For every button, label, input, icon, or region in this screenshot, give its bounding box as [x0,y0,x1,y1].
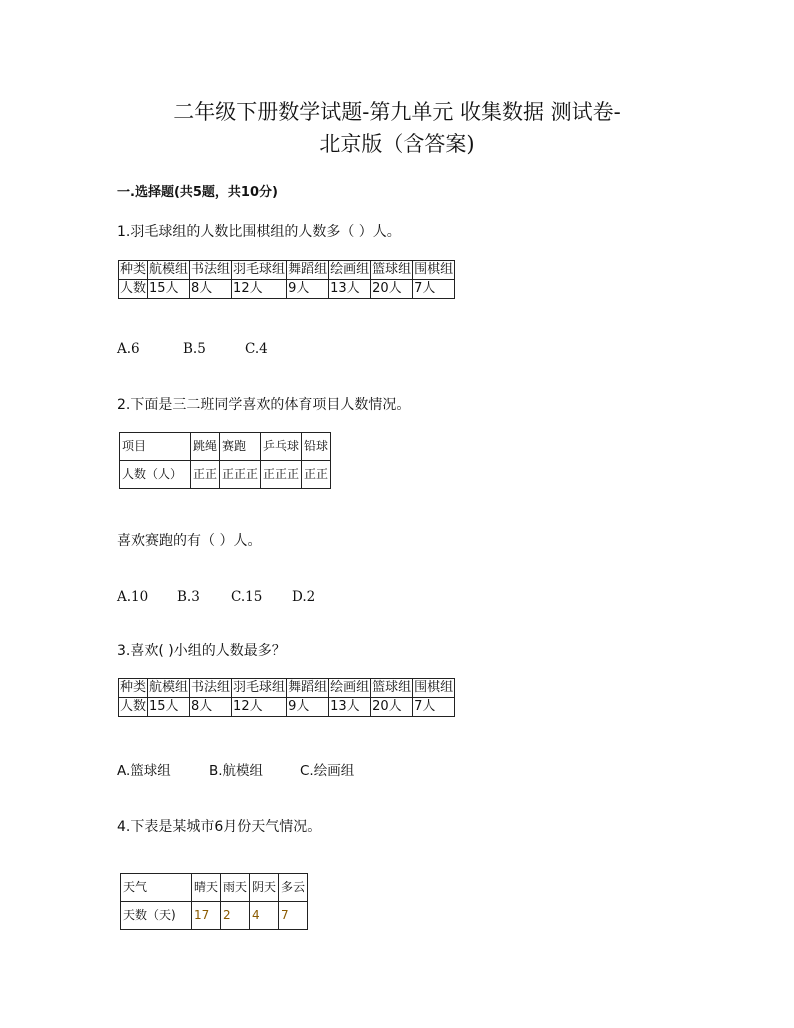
table-cell: 2 [221,902,250,930]
table-cell: 15人 [148,698,190,717]
table-cell: 15人 [148,280,190,299]
table-cell: 正正 [302,461,331,489]
table-header-row [121,874,308,902]
table-cell: 种类 [119,261,148,280]
table-cell: 绘画组 [329,679,371,698]
document-title-line1: 二年级下册数学试题-第九单元 收集数据 测试卷- [173,100,621,124]
question-1-options [117,341,268,357]
table-cell: 人数（人） [120,461,191,489]
option-b[interactable]: B.航模组 [209,763,264,779]
question-2-options [117,589,315,605]
table-cell: 12人 [232,280,287,299]
table-cell: 乒乓球 [261,433,302,461]
table-cell: 20人 [371,698,413,717]
option-a[interactable]: A.10 [117,589,149,605]
table-cell: 多云 [279,874,308,902]
question-2-text: 2.下面是三二班同学喜欢的体育项目人数情况。 [117,397,411,413]
table-cell: 围棋组 [413,679,455,698]
question-4-table [120,873,308,930]
table-cell: 17 [192,902,221,930]
table-cell: 航模组 [148,679,190,698]
table-row [121,902,308,930]
question-2-table [119,432,331,489]
table-cell: 绘画组 [329,261,371,280]
question-3-text: 3.喜欢( )小组的人数最多？ [117,643,286,659]
table-cell: 舞蹈组 [287,679,329,698]
table-cell: 铅球 [302,433,331,461]
question-1-table [118,260,455,299]
table-cell: 12人 [232,698,287,717]
option-a[interactable]: A.篮球组 [117,763,171,779]
table-cell: 篮球组 [371,679,413,698]
table-cell: 天气 [121,874,192,902]
table-cell: 羽毛球组 [232,261,287,280]
table-header-row [120,433,331,461]
table-header-row [119,679,455,698]
option-c[interactable]: C.4 [245,341,268,357]
option-b[interactable]: B.3 [177,589,200,605]
table-cell: 20人 [371,280,413,299]
document-title-line2: 北京版（含答案) [319,132,475,156]
table-cell: 人数 [119,280,148,299]
table-cell: 人数 [119,698,148,717]
table-cell: 正正 [191,461,220,489]
table-cell: 种类 [119,679,148,698]
option-b[interactable]: B.5 [183,341,206,357]
table-cell: 书法组 [190,679,232,698]
table-cell: 8人 [190,698,232,717]
table-cell: 围棋组 [413,261,455,280]
table-cell: 9人 [287,698,329,717]
question-1-text: 1.羽毛球组的人数比围棋组的人数多（ ）人。 [117,224,401,240]
table-cell: 雨天 [221,874,250,902]
table-row [119,280,455,299]
question-3-table [118,678,455,717]
table-cell: 7 [279,902,308,930]
table-cell: 天数（天) [121,902,192,930]
table-row [120,461,331,489]
table-cell: 跳绳 [191,433,220,461]
table-cell: 赛跑 [220,433,261,461]
table-cell: 羽毛球组 [232,679,287,698]
table-cell: 正正正 [261,461,302,489]
table-cell: 航模组 [148,261,190,280]
table-cell: 舞蹈组 [287,261,329,280]
table-cell: 13人 [329,280,371,299]
option-d[interactable]: D.2 [292,589,316,605]
option-a[interactable]: A.6 [117,341,140,357]
question-4-text: 4.下表是某城市6月份天气情况。 [117,819,322,835]
question-2-prompt: 喜欢赛跑的有（ ）人。 [117,533,262,549]
question-3-options [117,759,354,779]
table-header-row [119,261,455,280]
table-cell: 项目 [120,433,191,461]
option-c[interactable]: C.绘画组 [300,763,355,779]
table-cell: 9人 [287,280,329,299]
table-cell: 13人 [329,698,371,717]
option-c[interactable]: C.15 [231,589,263,605]
table-cell: 7人 [413,280,455,299]
table-row [119,698,455,717]
table-cell: 7人 [413,698,455,717]
table-cell: 篮球组 [371,261,413,280]
table-cell: 4 [250,902,279,930]
table-cell: 正正正 [220,461,261,489]
section-heading: 一.选择题(共5题，共10分) [117,185,278,200]
table-cell: 阴天 [250,874,279,902]
table-cell: 书法组 [190,261,232,280]
table-cell: 晴天 [192,874,221,902]
table-cell: 8人 [190,280,232,299]
